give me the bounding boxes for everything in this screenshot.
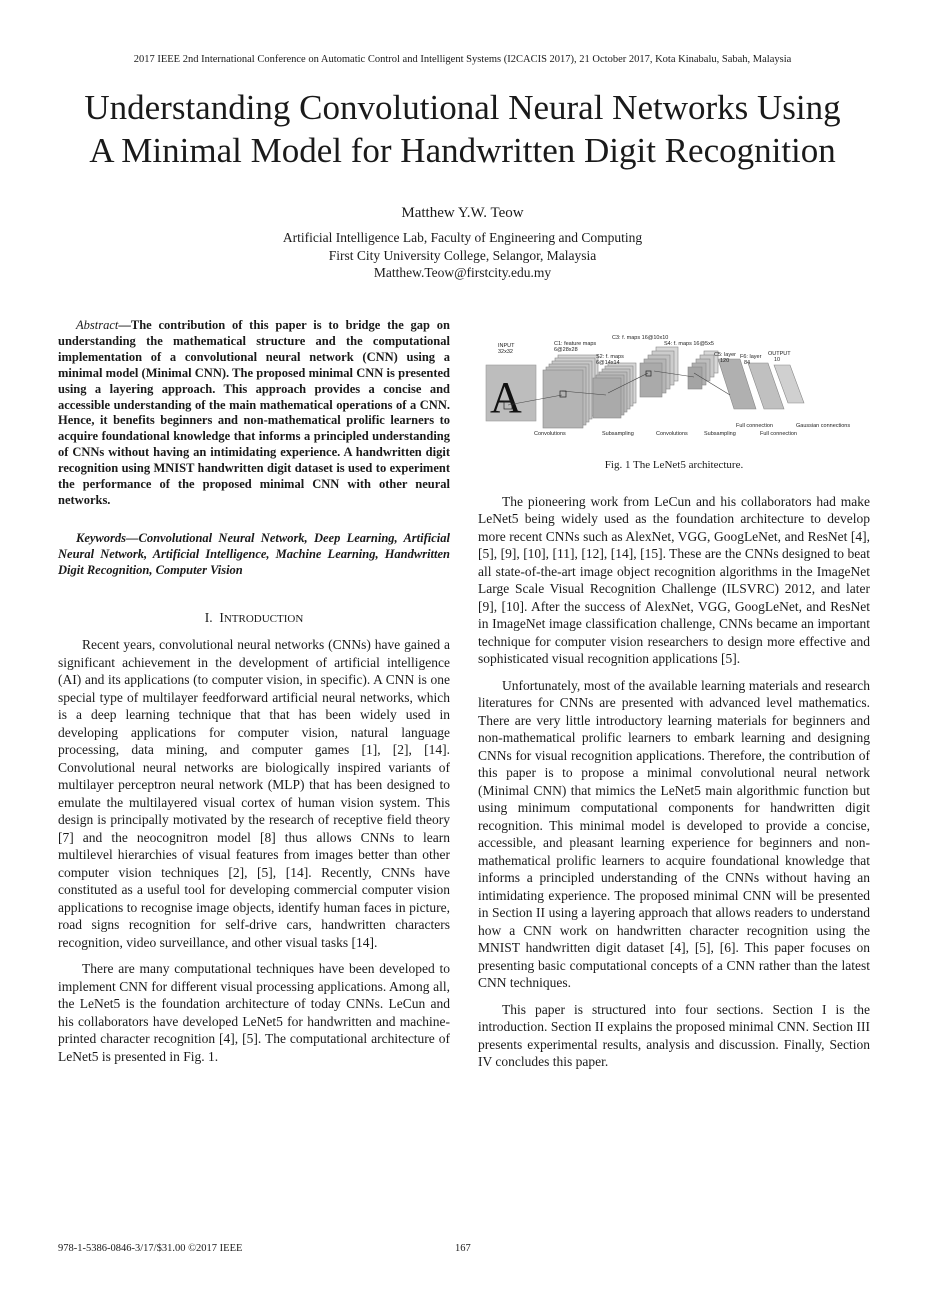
label-full1: Full connection — [736, 423, 773, 429]
s4-map-1 — [688, 367, 702, 389]
keywords-label: Keywords — [76, 530, 126, 545]
label-c3: C3: f. maps 16@10x10 — [612, 335, 669, 341]
label-conv1: Convolutions — [534, 431, 566, 437]
keywords — [58, 531, 450, 579]
abstract-label: Abstract — [76, 318, 119, 332]
label-f6-size: 84 — [744, 360, 751, 366]
title-line-1: Understanding Convolutional Neural Networks Using — [84, 88, 841, 127]
label-c5: C5: layer — [714, 352, 737, 358]
label-f6: F6: layer — [740, 354, 762, 360]
author-name: Matthew Y.W. Teow — [401, 205, 524, 221]
conference-header: 2017 IEEE 2nd International Conference on Automatic Control and Intelligent Systems (I2CACIS 2017), 21 October 2017, Kota Kinabalu, Sabah, Malaysia — [133, 54, 792, 65]
right-paragraph-2: Unfortunately, most of the available learning materials and research literatures for CNNs are presented with advanced level mathematics. There are very little introductory learning materials for beginners and non-mathematical prolific learners to embark learning and designing CNNs for visual recognition applications. Therefore, the contribution of this paper is to propose a minimal convolutional neural network (Minimal CNN) that mimics the LeNet5 main algorithmic function but using minimum computational components for handwritten digit recognition. This minimal model is developed to provide a concise, accessible, and pleasant learning experience for beginners and non-mathematical prolific learners to acquire foundational knowledge that informs a principled understanding of the CNNs without having an intimidating experience. The proposed minimal CNN will be presented in Section II using a layering approach that allows readers to understand how a CNN work on handwritten character recognition using the MNIST handwritten digit dataset [4], [5], [6]. This paper focuses on presenting basic computational concepts of a CNN rather than the latest CNN techniques. — [478, 677, 870, 990]
affiliation-lab: Artificial Intelligence Lab, Faculty of Engineering and Computing — [282, 230, 643, 245]
section-title-rest: NTRODUCTION — [223, 612, 304, 625]
paper-title — [0, 86, 925, 172]
label-output: OUTPUT — [768, 351, 791, 357]
label-c1: C1: feature maps — [554, 341, 597, 347]
section-title-first-letter: I — [219, 609, 224, 625]
right-paragraph-1: The pioneering work from LeCun and his collaborators had make LeNet5 being widely used as the foundation architecture to develop more recent CNNs such as AlexNet, VGG, GoogLeNet, and ResNet [4], [5], [9], [10], [11], [12], [14], [15]. These are the CNNs designed to beat all state-of-the-art image object recognition algorithms in the ImageNet Large Scale Visual Recognition Challenge (ILSVRC) 2012, and later [9], [10]. After the success of AlexNet, VGG, GoogLeNet, and ResNet in ImageNet image classification challenge, CNNs became an important technique for computer vision researchers to design more effective and sophisticated visual recognition applications [5]. — [478, 493, 870, 666]
label-input-size: 32x32 — [498, 349, 513, 355]
label-c5-size: 120 — [720, 358, 730, 364]
label-s2-size: 6@14x14 — [596, 360, 620, 366]
c1-map-1 — [543, 370, 583, 428]
author-email[interactable]: Matthew.Teow@firstcity.edu.my — [373, 265, 552, 280]
keywords-text: —Convolutional Neural Network, Deep Learning, Artificial Neural Network, Artificial Intelligence, Machine Learning, Handwritten Digit Recognition, Computer Vision — [58, 530, 450, 577]
label-sub1: Subsampling — [602, 431, 634, 437]
label-conv2: Convolutions — [656, 431, 688, 437]
label-c1-size: 6@28x28 — [554, 347, 578, 353]
c3-map-1 — [640, 363, 662, 397]
intro-paragraph-1: Recent years, convolutional neural networks (CNNs) have gained a significant achievement in the development of artificial intelligence (AI) and its applications (to computer vision, in specific). A CNN is one special type of multilayer feedforward artificial neural networks, which is a deep learning technique that that has been widely used in developing applications for computer vision, natural language processing, data mining, and computer games [1], [2], [14]. Convolutional neural networks are biologically inspired variants of multilayer perceptron neural network (MLP) that has been designed to emulate the multilayered visual cortex of human vision system. This design is principally motivated by the research of receptive field theory [7] and the neocognitron model [8] thus allows CNNs to learn multilevel hierarchies of visual features from images better than other computer vision techniques [2], [5], [14]. Recently, CNNs have constituted as a useful tool for developing commercial computer vision applications to recognise image objects, identify human faces in picture, road signs recognition for self-drive cars, handwritten characters recognition, video surveillance, and other visual tasks [14]. — [58, 637, 450, 950]
figure-caption: Fig. 1 The LeNet5 architecture. — [604, 459, 744, 471]
left-column — [58, 318, 450, 1074]
section-heading-introduction — [58, 609, 450, 629]
footer-isbn: 978-1-5386-0846-3/17/$31.00 ©2017 IEEE — [58, 1243, 243, 1254]
section-number: I. — [204, 609, 213, 625]
right-column — [478, 333, 870, 1080]
lenet5-diagram — [478, 333, 870, 443]
affiliation-institution: First City University College, Selangor, Malaysia — [328, 247, 597, 263]
label-gauss: Gaussian connections — [796, 423, 851, 429]
right-paragraph-3: This paper is structured into four sections. Section I is the introduction. Section II explains the proposed minimal CNN. Section III presents experimental results, analysis and discussion. Finally, Section IV concludes this paper. — [478, 1001, 870, 1069]
label-s4: S4: f. maps 16@5x5 — [664, 341, 714, 347]
page-number: 167 — [455, 1243, 471, 1254]
input-letter-glyph: A — [490, 373, 522, 422]
label-s2: S2: f. maps — [596, 354, 624, 360]
lenet5-figure — [478, 333, 870, 443]
label-full2: Full connection — [760, 431, 797, 437]
title-line-2: A Minimal Model for Handwritten Digit Recognition — [89, 131, 836, 170]
abstract-text: —The contribution of this paper is to bridge the gap on understanding the mathematical structure and the computational implementation of a convolutional neural network (CNN) using a minimal model (Minimal CNN). The proposed minimal CNN is presented using a layering approach. This approach provides a concise and accessible understanding of the main mathematical operations of a CNN. Hence, it benefits beginners and non-mathematical prolific learners to acquire foundational knowledge that informs a principled understanding of CNNs without having an intimidating experience. A handwritten digit recognition using MNIST handwritten digit dataset is used to experiment the performance of the proposed minimal CNN with other neural networks. — [58, 318, 450, 507]
label-output-size: 10 — [774, 357, 781, 363]
affiliation — [0, 229, 925, 282]
abstract — [58, 318, 450, 509]
s2-map-1 — [593, 378, 621, 418]
intro-paragraph-2: There are many computational techniques have been developed to implement CNN for different visual processing applications. Among all, the LeNet5 is the foundation architecture of today CNNs. LeCun and his collaborators have developed LeNet5 for handwritten and machine-printed character recognition [4], [5]. The computational architecture of LeNet5 is presented in Fig. 1. — [58, 961, 450, 1064]
label-input: INPUT — [498, 343, 515, 349]
label-sub2: Subsampling — [704, 431, 736, 437]
